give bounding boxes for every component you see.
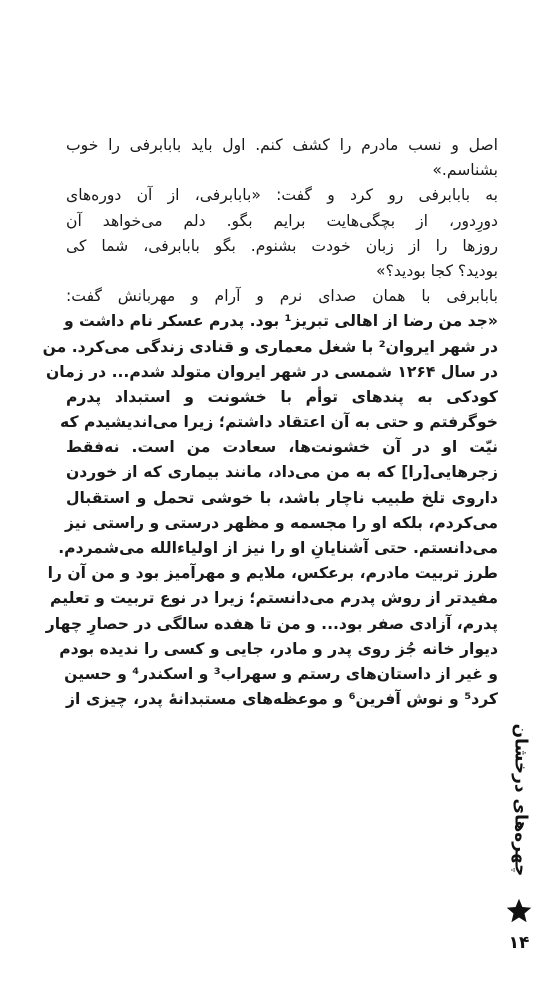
text-line: روزها را از زبان خودت بشنوم. بگو بابابرفی، شما کی <box>66 236 498 255</box>
book-title: چهره‌های درخشان <box>510 723 530 877</box>
text-line: می‌کردم، بلکه او را مجسمه و مظهر درستی و راستی نیز <box>64 513 498 532</box>
text-line: کرد⁵ و نوش آفرین⁶ و موعظه‌های مستبدانهٔ پدر، چیزی از <box>66 690 498 709</box>
text-line: در سال ۱۲۶۴ شمسی در شهر ایروان متولد شدم... در زمان <box>45 362 498 381</box>
text-line: زجرهایی[را] که به من می‌داد، مانند بیماری که از خوردن <box>66 463 498 482</box>
text-line: بشناسم.» <box>432 161 498 180</box>
star-icon <box>505 897 533 925</box>
page-number: ۱۴ <box>508 933 530 953</box>
body-text <box>42 133 498 712</box>
text-line: داروی تلخ طبیب ناچار باشد، با خوشی تحمل و استقبال <box>66 488 498 507</box>
text-line: در شهر ایروان² با شغل معماری و قنادی زندگی می‌کرد. من <box>42 337 498 356</box>
text-line: مفیدتر از روش پدرم می‌دانستم؛ زیرا در نوع تربیت و تعلیم <box>50 589 498 608</box>
text-line: و غیر از داستان‌های رستم و سهراب³ و اسکندر⁴ و حسین <box>64 664 498 683</box>
text-line: می‌دانستم. حتی آشنایانِ او را نیز از اولیاءالله می‌شمردم. <box>58 539 498 557</box>
text-line: به بابابرفی رو کرد و گفت: «بابابرفی، از آن دوره‌های <box>66 186 498 205</box>
text-line: کودکی به پندهای توأم با خشونت و استبداد پدرم <box>66 387 498 406</box>
text-line: «جد من رضا از اهالی تبریز¹ بود. پدرم عسکر نام داشت و <box>63 312 498 331</box>
text-line: بودید؟ کجا بودید؟» <box>376 261 498 280</box>
text-line: طرز تربیت مادرم، برعکس، ملایم و مهرآمیز بود و من آن را <box>47 564 498 583</box>
text-line: نیّت او در آن خشونت‌ها، سعادت من است. نه‌فقط <box>66 438 498 457</box>
text-line: دیوار خانه جُز روی پدر و مادر، جایی و کسی را ندیده بودم <box>59 639 498 658</box>
text-line: پدرم، آزادی صفر بود... و من تا هفده سالگی در حصارِ چهار <box>45 614 498 633</box>
text-line: دورِدور، از بچگی‌هایت برایم بگو. دلم می‌خواهد آن <box>66 211 498 230</box>
text-line: اصل و نسب مادرم را کشف کنم. اول باید بابابرفی را خوب <box>66 136 498 154</box>
text-line: بابابرفی با همان صدای نرم و آرام و مهربانش گفت: <box>66 287 498 306</box>
book-title-sidebar <box>502 690 538 910</box>
text-line: خوگرفتم و حتی به آن اعتقاد داشتم؛ زیرا می‌اندیشیدم که <box>59 413 498 432</box>
